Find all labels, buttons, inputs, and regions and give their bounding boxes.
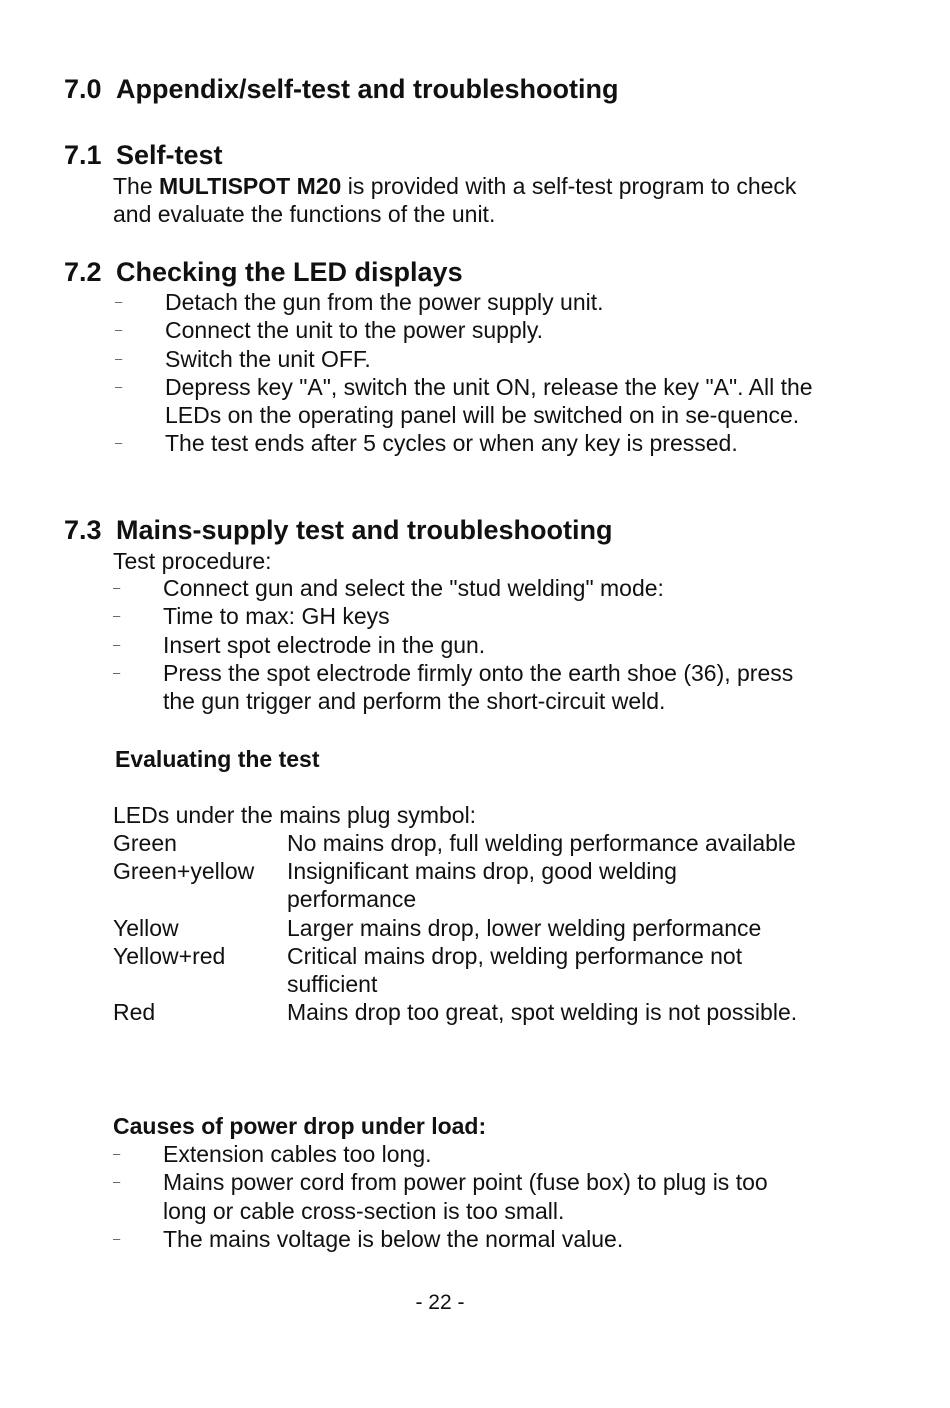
led-check-step-text: Switch the unit OFF. <box>165 345 371 372</box>
section-title: Checking the LED displays <box>116 257 463 287</box>
led-description-cell: Critical mains drop, welding performance not sufficient <box>287 942 743 998</box>
section-number: 7.1 <box>64 140 102 170</box>
section-title: Self-test <box>116 140 223 170</box>
test-procedure-step <box>113 602 813 630</box>
test-procedure-label: Test procedure: <box>113 548 272 574</box>
section-heading-7-2 <box>64 256 463 288</box>
test-procedure-step <box>113 631 813 659</box>
dash-bullet-icon: – <box>115 322 123 338</box>
led-table-row <box>113 857 807 913</box>
dash-bullet-icon: – <box>115 378 123 394</box>
section-title: Mains-supply test and troubleshooting <box>116 515 613 545</box>
dash-bullet-icon: – <box>113 1230 121 1246</box>
section-number: 7.0 <box>64 74 102 104</box>
dash-bullet-icon: – <box>113 580 121 595</box>
led-table-row <box>113 829 807 857</box>
test-procedure-steps-list <box>113 574 813 715</box>
led-check-step <box>115 316 825 344</box>
led-color-cell: Green <box>113 830 177 856</box>
cause-item-text: Extension cables too long. <box>163 1141 432 1167</box>
led-description-cell: No mains drop, full welding performance available <box>287 830 796 856</box>
section-heading-7-3 <box>64 514 613 546</box>
test-procedure-step-text: Insert spot electrode in the gun. <box>163 631 486 658</box>
led-table-row <box>113 998 807 1026</box>
section-heading-7-0 <box>64 73 619 105</box>
led-description-cell: Larger mains drop, lower welding performance <box>287 914 762 941</box>
cause-item-text: The mains voltage is below the normal value. <box>163 1225 624 1252</box>
led-color-cell: Yellow <box>113 914 179 941</box>
led-color-cell: Red <box>113 999 156 1026</box>
led-table-row <box>113 914 807 942</box>
test-procedure-step-text: Press the spot electrode firmly onto the earth shoe (36), press the gun trigger and perform the short-circuit weld. <box>163 659 794 715</box>
led-description-cell: Mains drop too great, spot welding is not possible. <box>287 999 798 1026</box>
test-procedure-step <box>113 659 813 716</box>
led-color-cell: Yellow+red <box>113 942 226 969</box>
self-test-paragraph <box>113 172 803 228</box>
dash-bullet-icon: – <box>113 1174 121 1190</box>
dash-bullet-icon: – <box>113 636 121 652</box>
led-color-cell: Green+yellow <box>113 858 255 885</box>
leds-label: LEDs under the mains plug symbol: <box>113 802 477 828</box>
causes-list <box>113 1140 813 1253</box>
dash-bullet-icon: – <box>115 435 123 451</box>
led-description-cell: Insignificant mains drop, good welding performance <box>287 858 677 913</box>
led-status-table <box>113 829 807 1026</box>
led-check-step-text: Connect the unit to the power supply. <box>165 317 544 344</box>
section-heading-7-1 <box>64 139 223 171</box>
self-test-prefix: The <box>113 173 160 199</box>
test-procedure-step <box>113 574 813 602</box>
self-test-suffix: is provided with a self-test program to check and evaluate the functions of the unit. <box>113 173 797 227</box>
dash-bullet-icon: – <box>113 608 121 624</box>
section-number: 7.2 <box>64 257 102 287</box>
led-check-step-text: The test ends after 5 cycles or when any key is pressed. <box>165 430 738 457</box>
test-procedure-step-text: Time to max: GH keys <box>163 603 390 630</box>
led-check-step-text: Detach the gun from the power supply unit. <box>165 289 604 315</box>
evaluating-heading: Evaluating the test <box>115 746 320 772</box>
dash-bullet-icon: – <box>115 294 123 309</box>
test-procedure-step-text: Connect gun and select the "stud welding" mode: <box>163 575 664 601</box>
led-check-step <box>115 429 825 457</box>
product-name: MULTISPOT M20 <box>159 173 342 199</box>
led-check-step <box>115 345 825 373</box>
led-table-row <box>113 942 807 998</box>
cause-item <box>113 1140 813 1168</box>
dash-bullet-icon: – <box>113 664 121 680</box>
section-title: Appendix/self-test and troubleshooting <box>116 74 619 104</box>
cause-item <box>113 1225 813 1253</box>
dash-bullet-icon: – <box>115 350 123 366</box>
dash-bullet-icon: – <box>113 1146 121 1161</box>
led-check-steps-list <box>115 288 825 458</box>
cause-item <box>113 1168 813 1225</box>
led-check-step-text: Depress key "A", switch the unit ON, release the key "A". All the LEDs on the operating panel will be switched on in se-quence. <box>165 373 813 429</box>
causes-heading: Causes of power drop under load: <box>113 1113 487 1139</box>
led-check-step <box>115 373 825 430</box>
led-check-step <box>115 288 825 316</box>
section-number: 7.3 <box>64 515 102 545</box>
page-number: - 22 - <box>415 1291 465 1314</box>
cause-item-text: Mains power cord from power point (fuse box) to plug is too long or cable cross-section is too small. <box>163 1169 768 1224</box>
